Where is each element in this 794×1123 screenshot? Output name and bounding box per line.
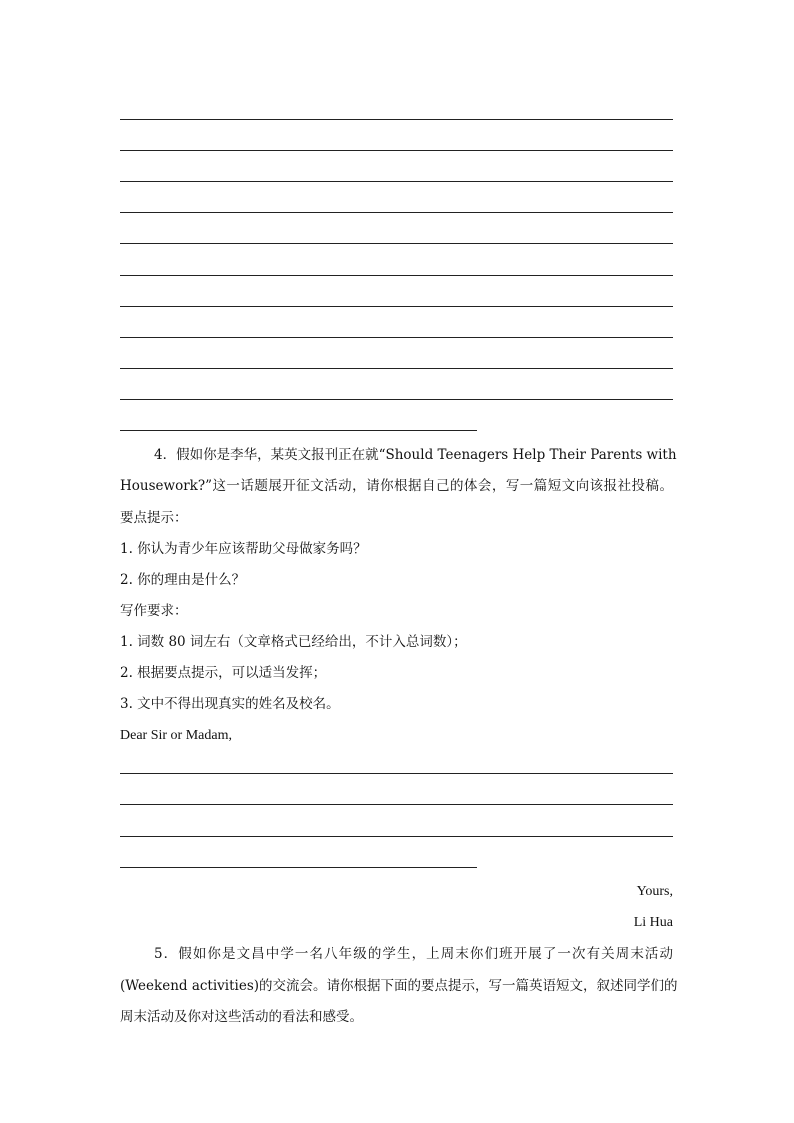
points-heading: 要点提示： xyxy=(120,510,188,526)
answer-rule xyxy=(120,275,673,276)
answer-rule xyxy=(120,150,673,151)
point-item: 1. 你认为青少年应该帮助父母做家务吗？ xyxy=(120,541,367,557)
letter-signature: Li Hua xyxy=(633,915,673,930)
answer-rule xyxy=(120,399,673,400)
requirement-item: 2. 根据要点提示，可以适当发挥； xyxy=(120,665,327,681)
answer-rule xyxy=(120,243,673,244)
answer-rule xyxy=(120,306,673,307)
answer-rule xyxy=(120,212,673,213)
letter-salutation: Dear Sir or Madam, xyxy=(120,728,232,743)
answer-rule xyxy=(120,773,673,774)
answer-rule xyxy=(120,804,673,805)
q4-line-2: Housework?”这一话题展开征文活动，请你根据自己的体会，写一篇短文向该报社投稿。 xyxy=(120,478,673,494)
q5-line-2: (Weekend activities)的交流会。请你根据下面的要点提示，写一篇英语短文，叙述同学们的 xyxy=(120,978,678,994)
q4-line-1: 4．假如你是李华，某英文报刊正在就“Should Teenagers Help Their Parents with xyxy=(154,447,677,463)
answer-rule xyxy=(120,337,673,338)
answer-rule-short xyxy=(120,430,477,431)
requirements-heading: 写作要求： xyxy=(120,603,188,619)
point-item: 2. 你的理由是什么？ xyxy=(120,572,246,588)
requirement-item: 1. 词数 80 词左右（文章格式已经给出，不计入总词数）； xyxy=(120,634,467,650)
answer-rule xyxy=(120,119,673,120)
answer-rule xyxy=(120,368,673,369)
q5-line-1: 5．假如你是文昌中学一名八年级的学生，上周末你们班开展了一次有关周末活动 xyxy=(154,946,673,962)
q5-line-3: 周末活动及你对这些活动的看法和感受。 xyxy=(120,1009,363,1025)
answer-rule-short xyxy=(120,867,477,868)
requirement-item: 3. 文中不得出现真实的姓名及校名。 xyxy=(120,696,340,712)
answer-rule xyxy=(120,836,673,837)
answer-rule xyxy=(120,181,673,182)
letter-closing: Yours, xyxy=(636,884,673,899)
